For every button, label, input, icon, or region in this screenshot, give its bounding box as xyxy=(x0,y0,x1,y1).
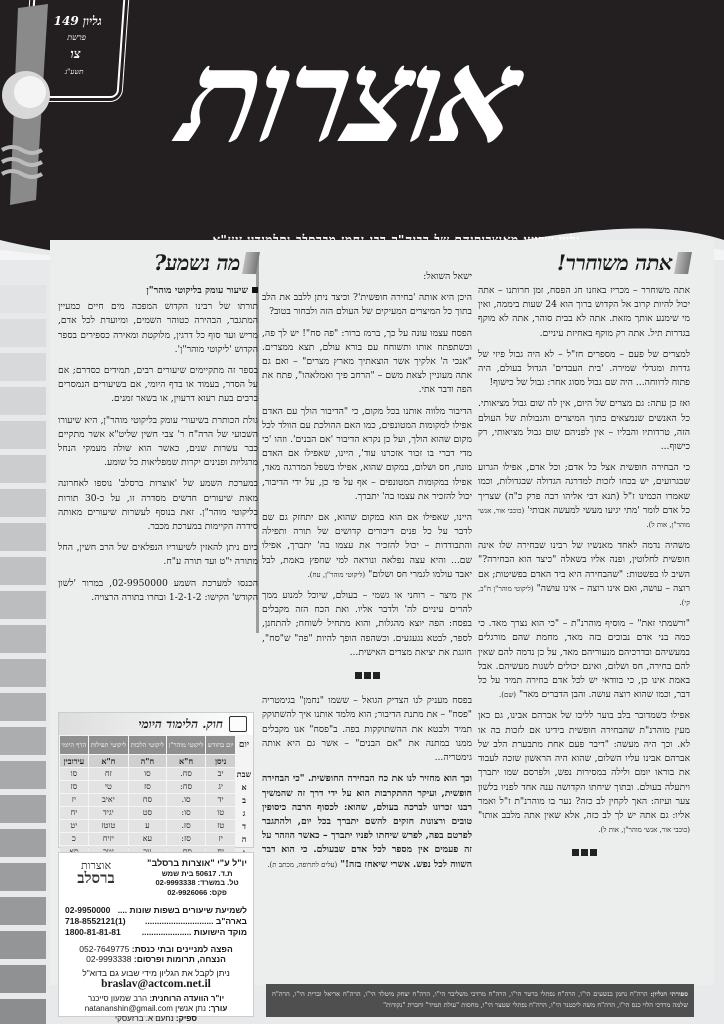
table-row: ניסן ח"א ח"ה ח"א עירובין xyxy=(60,755,252,767)
article-continued xyxy=(262,270,472,879)
publisher-info xyxy=(65,859,247,899)
subheading: שיעור עומק בליקוטי מוהר"ן xyxy=(58,284,258,298)
citation: (כוכבי אור, אנשי מוהר"ן, אות ל). xyxy=(598,826,690,835)
heading-flag-icon xyxy=(674,252,692,274)
citation: (שם). xyxy=(499,691,517,700)
parasha-name: צו xyxy=(70,47,81,62)
phone-line: בארה"ב ............................. (1)718-8552121 xyxy=(65,916,247,926)
section-title: מה נשמע? xyxy=(153,249,240,275)
citation: (כוכבי אור, אנשי מוהר"ן, אות ל). xyxy=(478,506,690,530)
paragraph: וכך הוא מחזיר לנו את כח הבחירה החופשית. "כי הבחירה חופשית, ועיקר ההתקרבות הוא על ידי דרך זה שהמשיך רבנו זכרונו לברכה בעולם, שהוא: לכסוף הרבה כיסופין טובים ורצונות חזקים להשם יתברך בכל יום, ולהתגבר לפרטם בפה, לפרש שיחתו לפניו יתברך – כאשר הוזהר על זה פעמים אין מספר לכל אדם שבעולם. כי הוא דבר השווה לכל נפש. אשרי שיאחז בזה!" (עלים לתרופה, מכתב ת). xyxy=(262,773,472,870)
paragraph: היינו, שאפילו אם הוא במקום שהוא, אם יתחזק גם שם לדבר על כל פנים דיבורים קדושים של תורה ותפילה והתבודדות – יכול להזכיר את עצמו בה' יתברך, אפילו שם... והיא עצה נפלאה ונוראה למי שחפץ באמת, לבל יאבד עולמו לגמרי חס ושלום" (ליקוטי מוהר"ן, עח). xyxy=(262,512,472,580)
paragraph: כי הבחירה חופשית אצל כל אדם; וכל אדם, אפילו הגרוע שבגרועים, יש בכחו לזכות למדרגה הגדולה שבגדולות, וכמו שאמרו הכמינו ז"ל (תנא דבי אליהו רבה פרק כ"ה) שצריך כל אדם לומר 'מתי יגיעו מעשי למעשה אבותי' (כוכבי אור, אנשי מוהר"ן, אות ל). xyxy=(478,462,691,530)
section-heading xyxy=(478,250,690,276)
logo-emblem-icon xyxy=(0,0,60,210)
paragraph: הכנסו למערכת השמע 02-9950000, במרור 'לשון הקודש' הקישו: 1-2-1-2 ובחרו בתורה הרצויה. xyxy=(58,577,258,603)
paragraph: אפילו כשמדובר בלב בוער לליבו של אברהם אבינו, גם כאן מעין מוהרנ"ת שהבחירה חופשית בידינו אם לזכות בה או לא. וכך היה מעשה: "דיבר פעם אחת מתבערת הלב של אברהם אבינו עליו השלום, שהוא היה הראשון שזכה לעבוד את בוראו יומם ולילה במסירות נפש, ולפרסם שמו יתברך ויתעלה בעולם. ובתוך שיחתו הקדושה ענה אחד לפניו בלשון צער ועיזה: האך לקחין לב כזה? נער בו מוהרנ"ת ז"ל ואמר אליו: גם אתה יש לך לב כזה, אלא שאין אתה מלבב אותו" (כוכבי אור, אנשי מוהר"ן, אות ל). xyxy=(478,710,690,835)
issue-number: גליון 149 xyxy=(53,14,102,28)
table-row: ה יז סז: עא יזיח כ xyxy=(60,833,252,845)
paragraph: בפסח מעניק לנו הצדיק הגואל – ששמו "נחמן" בגימטריה "פסח" – את מתנת הדיבור; הוא מלמד אותנו איך להשתוקק תמיד ולבטא את ההשתוקקות בפה. ב"פסח" אנו מקבלים ממנו במתנה את "אם הבנים" – אשר גם היא אותה גימטריה... xyxy=(262,695,472,764)
article-title: אתה משוחרר! xyxy=(556,249,672,275)
sponsors-bar xyxy=(266,984,694,1017)
heading-flag-icon xyxy=(242,252,260,274)
table-row: ד טז סז. ע טוטז יט xyxy=(60,820,252,832)
bullet-square-icon xyxy=(252,287,258,293)
table-row: שבת יב סח. סו זח סו xyxy=(60,768,252,780)
paragraph: כיום ניתן להאזין לשיעוריו הנפלאים של הרב חשין, החל מתורה י"ט ועד תורה ע"ח. xyxy=(58,542,258,568)
article-you-are-free xyxy=(478,250,690,872)
daily-learning-title: חוק. הלימוד היומי xyxy=(138,716,223,731)
phone-line: לשמיעת שיעורים בשפות שונות .... 02-9950000 xyxy=(65,905,247,915)
sponsors-text: הרה"ח נחמן בנשעים הי"ו, הרה"ח נפתלי ברטר הי"ו, הרה"ח מרדכי משליבר הי"ו, הרה"ח יצחק מיטלד הי"ו, הרה"ח אריאל וברית הי"ו, הרה"ח שלמה מרדכי הלוי כנס הי"ו, הרה"ח משה ליכטנר הי"ו, הרה"ח נפתלי שטצר הי"ו, מחסות "עולת תמיד" וחברת "נקודות" xyxy=(272,990,688,1009)
section-heading xyxy=(58,250,258,276)
paragraph: במערכת השמע של 'אוצרות ברסלב' נוספו לאחרונה מאות שיעורים חדשים מסדרה זו, על כ-30 תורות בליקוטי מוהר"ן. זאת בנוסף לעשרות שיעורים מאותה סידרה הקיימות במערכת מכבר. xyxy=(58,478,259,533)
publisher-details: יו"ל ע"י "אוצרות ברסלב" ת.ד. 50617 בית שמש טל. במשרד: 02-9993338 פקס: 02-9926066 xyxy=(147,858,247,897)
citation: (עלים לתרופה, מכתב ת). xyxy=(267,860,338,869)
phone-line: מוקד הישועות ..................... 1800-81-81-81 xyxy=(65,927,247,937)
daily-learning-box xyxy=(58,712,254,848)
masthead xyxy=(0,0,724,235)
table-row: א יג סח: סז טי סז xyxy=(60,781,252,793)
section-divider xyxy=(262,670,472,684)
paragraph: אתה משוחרר – מכריז באוזנו חג הפסח, זמן חרותנו – אתה יכול להיות קרוב אל הקדוש ברוך הוא 24 שעות ביממה, ואין מי שימנע אותך מזאת. אתה לא בבית סוהר, אתה לא מוקף בגדרות תיל. אתה רק מוקף באחיזת עיניים. xyxy=(478,285,690,339)
daily-learning-header xyxy=(59,713,253,735)
paragraph: ואז כן עתה: גם מצרים של היום, אין לה שום גבול מציאותי. כל האנשים שנמצאים בתוך המיצרים והגבולות של העולם הזה, טרדותיו והבליו – אין לפניהם שום גבול מציאותי, רק כישוף... xyxy=(478,398,690,453)
whats-new-column xyxy=(58,250,258,612)
paragraph: למצרים של פעם – מספרים חז"ל – לא היה גבול פיזי של גדרות ומגדלי שמירה. 'בית העבדים' הגדול בעולם, היה פתוח לרווחה... היה שם גבול מסוג אחר: גבול של כישוף! xyxy=(478,348,690,389)
citation: (ליקוטי מוהר"ן, עח). xyxy=(307,570,366,579)
credits: יו"ר הוועדה הרוחנית: הרב שמעון סייכנר עורך: נתן אנשין natananshin@gmail.com ספיק: נחעם א. ברזעסקי xyxy=(84,994,228,1023)
section-divider xyxy=(478,847,690,861)
contact-box xyxy=(58,852,254,1023)
paragraph: תורתו של רבינו הקדוש המפכה מים חיים כמעיין המתגבר, הבהירה כטוהר השמים, ומיועדת לכל אדם, מריש ועד סוף כל דרגין, מלוקטת ומאירה כספירים בספר הקדוש 'ליקוטי מוהר"ן'. xyxy=(58,301,258,355)
year: תשע"ג xyxy=(64,68,84,76)
paragraph: ישאל השואל: xyxy=(423,271,472,282)
distribution-contacts: הפצה למניינים ובתי כנסת: 052-7649775 הנצחה, תרומות ופרסום: 02-9993338 xyxy=(79,944,233,964)
email-link[interactable]: braslav@actcom.net.il xyxy=(101,978,211,990)
paragraph: היכן היא אותה 'בחירה חופשית'? וכיצד ניתן ללבב את הלב בתוך כל המיצרים המעיקים של העולם הזה ולבחור בטוב? xyxy=(262,292,472,318)
phone-lines xyxy=(65,905,247,938)
citation: (ליקוטי מוהר"ן ח"ב, קי). xyxy=(478,584,690,608)
otzrot-breslov-logo-icon: אוצרות ברסלב xyxy=(77,859,115,887)
sponsors-label: ספורתי הגליון: xyxy=(650,990,688,998)
daily-learning-table xyxy=(59,735,253,859)
paragraph: גולת הכותרת בשיעורי עומק בליקוטי מוהר"ן, היא שיעורו השבועי של הרה"ח ר' צבי חשין שליט"א אשר מתקיים כבר עשרות שנים, כאשר הוא שולה מעמקי הנחל מרגליות ופנינים יקרות שמפליאות כל שומע. xyxy=(58,414,258,469)
paragraph: משהיה נדמה לאחד מאנשיו של רבינו שבחירה שלו אינה חופשית לחלוטין, ופנה אליו בשאלה "כיצד הוא הבחירה?" השיב לו בפשטות: "שהבחירה היא ביד האדם בפשיטות; אם רוצה – עושה, ואם אינו רוצה – אינו עושה" (ליקוטי מוהר"ן ח"ב, קי). xyxy=(478,540,690,608)
table-row: ג טו סו: סט יגיד יח xyxy=(60,807,252,819)
email-note: ניתן לקבל את הגליון מידי שבוע גם בדוא"ל xyxy=(82,968,230,978)
book-icon xyxy=(229,716,247,732)
paragraph: הדיבור מלווה אותנו בכל מקום, כי "הדיבור הולך עם האדם אפילו למקומות המטונפים, כמו האם ההולכת עם הוולד לכל מקום שהוא הולך, ועל כן נקרא הדיבור 'אם הבנים'. וזהו 'כי מדי דברי בו זכור אזכרנו עוד', היינו, שאפילו אם האדם מונח, חס ושלום, במקום שהוא, אפילו בשפל המדרגה מאד, אפילו במקומות המטונפים – אף על פי כן, על ידי הדיבור, יכול להזכיר את עצמו בה' יתברך. xyxy=(262,405,472,502)
decorative-side-strip xyxy=(0,285,46,1024)
publication-title: אוצרות xyxy=(170,22,530,172)
paragraph: בספר זה מתקיימים שיעורים רבים, תמידים כסדרם; אם על הסדר, בעמוד או בדף היומי, אם בשיעורים הנמסרים ברבים בעת רעוא דרעוין, או בשאר זמנים. xyxy=(58,365,258,405)
table-row: ב יד סו. סח יאיב יז xyxy=(60,794,252,806)
parasha-label: פרשת xyxy=(67,33,86,42)
table-header-row: יום יום בחודש ליקוטי מוהר"ן ליקוטי הלכות ליקוטי תפילות הדף היומי xyxy=(60,736,252,754)
paragraph: אין מיצר – רוחני או גשמי – בעולם, שיוכל למנוע ממך להרים עיניים לה' ולדבר אליו. ואת הכח הזה מקבלים בפסח: הפה יוצא מהגלות, והוא מתחיל לשוחח; להתחנן, לספר, לבטא נגעגעים. וכשהפה הופך להיות "פה" ש"סח", חוגגת את יציאת מצרים האישית... xyxy=(262,590,472,658)
paragraph: הפסח עצמו עונה על כך, ברמז ברור: "פה סח"! יש לך פה, וכשתפתח אותו ותשוחח עם בורא עולם, תצא ממצרים. "אנכי ה' אלקיך אשר הוצאתיך מארץ מצרים" – ואם גם אתה מעוניין לצאת משם – "הרחב פיך ואמלאהו", פתח את הפה ודבר אתי. xyxy=(262,327,472,396)
paragraph: "ורשמתי זאת" – מוסיף מוהרנ"ת – "כי הוא נצרך מאד. כי כמה בני אדם נבוכים בזה מאד, מחמת שהם מורגלים במעשיהם ובדרכיהם מנעוריהם מאד, על כן נדמה להם שאין להם בחירה, חס ושלום, ואינם יכולים לשנות מעשיהם. אבל באמת אינו כן, כי בוודאי יש לכל אדם בחירה תמיד על כל דבר, וכמו שהוא רוצה עושה. והבן הדברים מאד" (שם). xyxy=(478,618,690,701)
